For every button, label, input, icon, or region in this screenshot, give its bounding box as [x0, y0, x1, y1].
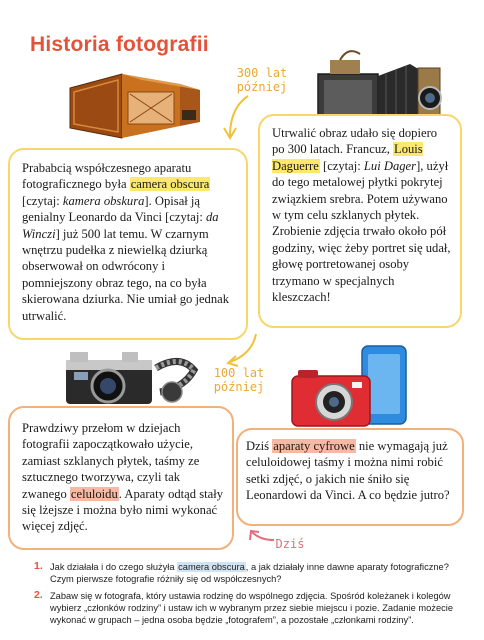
box4-text-1: Dziś — [246, 439, 273, 453]
question-1-part-1: Jak działała i do czego służyła — [50, 562, 178, 572]
arrow-300-icon — [218, 92, 258, 142]
label-300-years — [228, 66, 296, 94]
box2-text-3: ], użył do tego metalowej płytki pokrytej związkiem srebra. Potem używano w tym celu szklanych płytek. Zrobienie zdjęcia trwało około pół godziny, więc żeby portret się udał, głowę portretowanej osoby trzymano w specjalnych kleszczach! — [272, 158, 451, 305]
digital-paragraph — [246, 438, 454, 504]
box4-text-2: nie wymagają już celuloidowej taśmy i można nimi robić setki zdjęć, o jakich nie śniło się Leonardowi da Vinci. A co będzie jutro? — [246, 439, 450, 503]
label-300-line1: 300 lat — [236, 66, 288, 80]
question-2-text: Zabaw się w fotografa, który ustawia rodzinę do wspólnego zdjęcia. Spośród koleżanek i kolegów wybierz „członków rodziny” i ustaw ich w wybranym przez siebie miejscu i pozie. Zadanie możecie wykonać w grupach – jedna osoba będzie „fotografem”, a pozostałe „członkami rodziny”. — [50, 591, 454, 625]
daguerre-paragraph — [272, 125, 452, 305]
text-box-camera-obscura — [8, 148, 248, 340]
box2-text-2: [czytaj: — [319, 158, 364, 173]
question-1-text — [50, 561, 450, 585]
question-2-number: 2. — [34, 589, 43, 601]
box1-text-2: [czytaj: — [22, 193, 63, 208]
box3-text-1: Prawdziwy przełom w dziejach fotografii zapoczątkowało użycie, zamiast szklanych płytek, taśmy ze sztucznego tworzywa, czyli tak zwanego — [22, 421, 200, 501]
box4-highlight: aparaty cyfrowe — [273, 439, 355, 453]
text-box-celluloid — [8, 406, 234, 550]
box1-italic-2: da Winczi — [22, 210, 219, 241]
camera-obscura-paragraph — [22, 160, 236, 324]
box1-text-4: ] już 500 lat temu. W czarnym wnętrzu pudełka z niewielką dziurką obserwował on odwrócony i pomniejszony obraz tego, na co była skierowana dziurka. Nie umiał go jednak utrwalić. — [22, 226, 230, 323]
question-1-highlight: camera obscura — [178, 562, 245, 572]
celluloid-paragraph — [22, 420, 224, 535]
box1-highlight: camera obscura — [130, 177, 210, 192]
box3-text-2: . Aparaty odtąd stały się lżejsze i można było nimi wykonać więcej zdjęć. — [22, 486, 224, 534]
film-camera-icon — [60, 348, 200, 410]
arrow-today-icon — [246, 528, 276, 548]
camera-obscura-icon — [60, 68, 210, 150]
question-1-part-2: , a jak działały inne dawne aparaty fotograficzne? Czym pierwsze fotografie różniły się od współczesnych? — [50, 562, 449, 584]
box2-text-1: Utrwalić obraz udało się dopiero po 300 latach. Francuz, — [272, 126, 438, 157]
digital-camera-icon — [288, 340, 418, 430]
box1-text-3: ]. Opisał ją genialny Leonardo da Vinci [czytaj: — [22, 193, 206, 225]
box1-italic-1: kamera obskura — [62, 193, 145, 208]
label-100-line1: 100 lat — [213, 366, 265, 380]
arrow-100-icon — [222, 332, 262, 368]
box3-highlight: celuloidu — [70, 486, 118, 501]
label-300-line2: później — [236, 80, 288, 94]
page-title: Historia fotografii — [30, 33, 209, 56]
question-1-number: 1. — [34, 560, 43, 572]
smartphone-icon — [362, 346, 363, 347]
box2-highlight: Louis Daguerre — [272, 142, 423, 173]
label-100-line2: później — [213, 380, 265, 394]
box1-text-1: Prababcią współczesnego aparatu fotograficznego była — [22, 161, 192, 192]
label-100-years — [206, 366, 272, 394]
box2-italic-1: Lui Dager — [363, 158, 417, 173]
text-box-digital — [236, 428, 464, 526]
label-today: Dziś — [275, 537, 305, 551]
text-box-daguerre — [258, 114, 462, 328]
